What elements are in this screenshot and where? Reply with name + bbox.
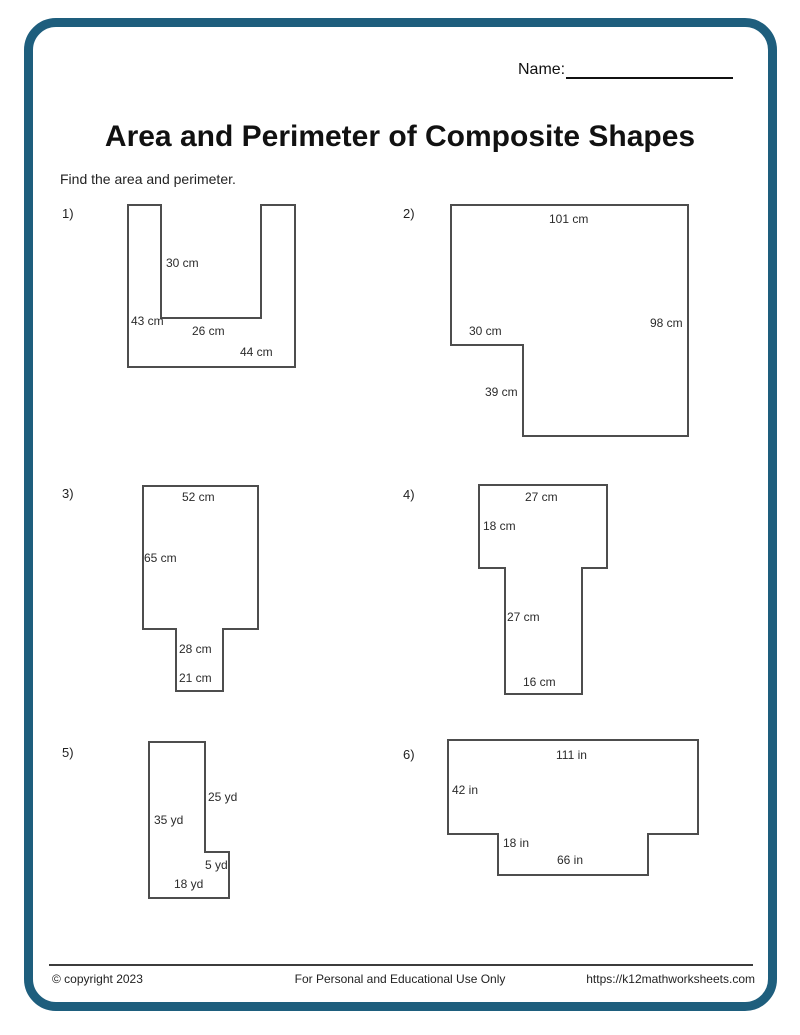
dimension-label: 18 yd xyxy=(174,877,204,891)
composite-shape-outline-1 xyxy=(128,205,295,367)
dimension-label: 5 yd xyxy=(205,858,228,872)
dimension-label: 18 cm xyxy=(483,519,516,533)
problem-number-1: 1) xyxy=(62,206,74,221)
dimension-label: 28 cm xyxy=(179,642,212,656)
dimension-label: 43 cm xyxy=(131,314,164,328)
composite-shape-outline-4 xyxy=(479,485,607,694)
dimension-label: 27 cm xyxy=(507,610,540,624)
problem-number-4: 4) xyxy=(403,487,415,502)
dimension-label: 101 cm xyxy=(549,212,589,226)
dimension-label: 111 in xyxy=(556,748,587,762)
dimension-label: 16 cm xyxy=(523,675,556,689)
dimension-label: 18 in xyxy=(503,836,530,850)
name-label: Name: xyxy=(518,61,566,78)
dimension-label: 26 cm xyxy=(192,324,225,338)
problem-number-2: 2) xyxy=(403,206,415,221)
dimension-label: 98 cm xyxy=(650,316,683,330)
dimension-label: 25 yd xyxy=(208,790,238,804)
page-title: Area and Perimeter of Composite Shapes xyxy=(104,120,696,154)
dimension-label: 27 cm xyxy=(525,490,558,504)
dimension-label: 30 cm xyxy=(166,256,199,270)
problem-number-3: 3) xyxy=(62,486,74,501)
dimension-label: 30 cm xyxy=(469,324,502,338)
footer-url: https://k12mathworksheets.com xyxy=(586,972,755,986)
instruction-text: Find the area and perimeter. xyxy=(60,171,236,187)
dimension-label: 66 in xyxy=(557,853,584,867)
problem-number-5: 5) xyxy=(62,745,74,760)
footer-copyright: © copyright 2023 xyxy=(52,972,143,986)
dimension-label: 42 in xyxy=(452,783,479,797)
dimension-label: 44 cm xyxy=(240,345,273,359)
dimension-label: 21 cm xyxy=(179,671,212,685)
dimension-label: 35 yd xyxy=(154,813,184,827)
footer-divider xyxy=(49,964,753,966)
dimension-label: 65 cm xyxy=(144,551,177,565)
problem-number-6: 6) xyxy=(403,747,415,762)
dimension-label: 52 cm xyxy=(182,490,215,504)
footer-usage-note: For Personal and Educational Use Only xyxy=(294,972,506,986)
composite-shape-outline-3 xyxy=(143,486,258,691)
dimension-label: 39 cm xyxy=(485,385,518,399)
